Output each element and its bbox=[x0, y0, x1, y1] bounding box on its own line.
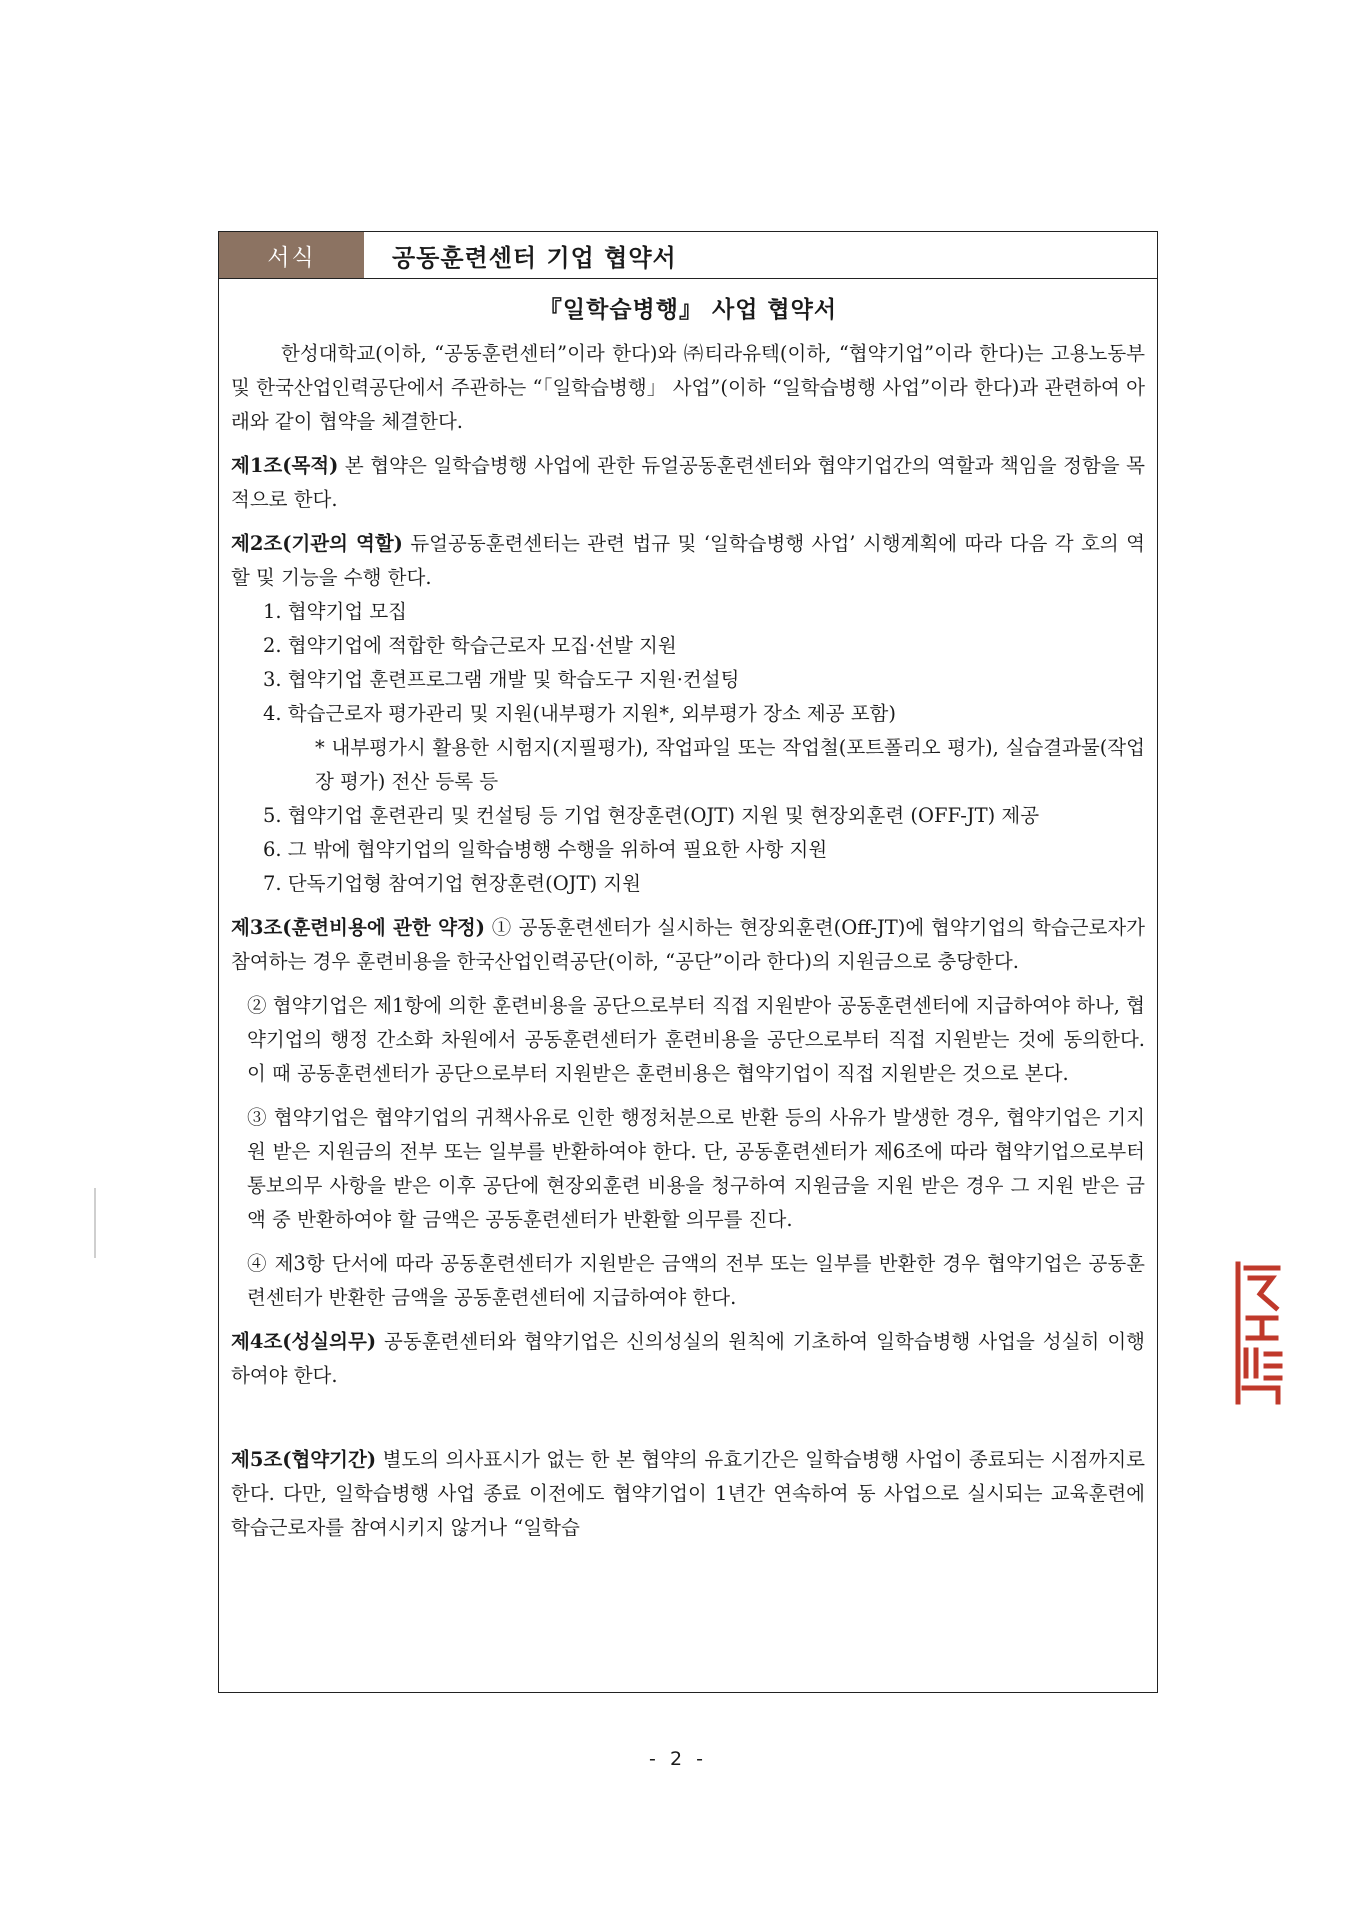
article-5-text: 별도의 의사표시가 없는 한 본 협약의 유효기간은 일학습병행 사업이 종료되는 시점까지로 한다. 다만, 일학습병행 사업 종료 이전에도 협약기업이 1년간 연속하여 동 사업으로 실시되는 교육훈련에 학습근로자를 참여시키지 않거나 “일학습 bbox=[231, 1448, 1145, 1539]
list-item: 4. 학습근로자 평가관리 및 지원(내부평가 지원*, 외부평가 장소 제공 포함) bbox=[263, 702, 896, 725]
document-body bbox=[219, 279, 1157, 1545]
article-3 bbox=[231, 911, 1145, 979]
article-3-label: 제3조(훈련비용에 관한 약정) bbox=[231, 916, 485, 939]
article-2 bbox=[231, 527, 1145, 901]
scan-mark bbox=[94, 1188, 96, 1258]
page-number: - 2 - bbox=[649, 1748, 707, 1770]
list-note: * 내부평가시 활용한 시험지(지필평가), 작업파일 또는 작업철(포트폴리오 평가), 실습결과물(작업장 평가) 전산 등록 등 bbox=[315, 736, 1145, 793]
list-item: 5. 협약기업 훈련관리 및 컨설팅 등 기업 현장훈련(OJT) 지원 및 현장외훈련 (OFF-JT) 제공 bbox=[263, 804, 1040, 827]
list-item: 3. 협약기업 훈련프로그램 개발 및 학습도구 지원·컨설팅 bbox=[263, 668, 740, 691]
form-frame bbox=[218, 231, 1158, 1693]
article-1 bbox=[231, 449, 1145, 517]
document-title: 『일학습병행』 사업 협약서 bbox=[538, 297, 838, 323]
form-title: 공동훈련센터 기업 협약서 bbox=[392, 243, 677, 272]
form-tag: 서식 bbox=[219, 232, 364, 278]
article-1-label: 제1조(목적) bbox=[231, 454, 339, 477]
list-item: 7. 단독기업형 참여기업 현장훈련(OJT) 지원 bbox=[263, 872, 641, 895]
article-3-clause-2: ② 협약기업은 제1항에 의한 훈련비용을 공단으로부터 직접 지원받아 공동훈련센터에 지급하여야 하나, 협약기업의 행정 간소화 차원에서 공동훈련센터가 훈련비용을 공단으로부터 직접 지원받는 것에 동의한다. 이 때 공동훈련센터가 공단으로부터 지원받은 훈련비용은 협약기업이 직접 지원받은 것으로 본다. bbox=[247, 994, 1145, 1085]
article-4-label: 제4조(성실의무) bbox=[231, 1330, 377, 1353]
article-2-list bbox=[231, 595, 1145, 901]
article-3-clause-4: ④ 제3항 단서에 따라 공동훈련센터가 지원받은 금액의 전부 또는 일부를 반환한 경우 협약기업은 공동훈련센터가 반환한 금액을 공동훈련센터에 지급하여야 한다. bbox=[247, 1252, 1145, 1309]
intro-paragraph: 한성대학교(이하, “공동훈련센터”이라 한다)와 ㈜티라유텍(이하, “협약기업”이라 한다)는 고용노동부 및 한국산업인력공단에서 주관하는 “「일학습병행」 사업”(이하 “일학습병행 사업”이라 한다)과 관련하여 아래와 같이 협약을 체결한다. bbox=[231, 342, 1145, 433]
list-item: 6. 그 밖에 협약기업의 일학습병행 수행을 위하여 필요한 사항 지원 bbox=[263, 838, 828, 861]
article-2-label: 제2조(기관의 역할) bbox=[231, 532, 403, 555]
article-5-label: 제5조(협약기간) bbox=[231, 1448, 377, 1471]
article-1-text: 본 협약은 일학습병행 사업에 관한 듀얼공동훈련센터와 협약기업간의 역할과 책임을 정함을 목적으로 한다. bbox=[231, 454, 1145, 511]
article-3-clause-1: ① 공동훈련센터가 실시하는 현장외훈련(Off-JT)에 협약기업의 학습근로자가 참여하는 경우 훈련비용을 한국산업인력공단(이하, “공단”이라 한다)의 지원금으로 충당한다. bbox=[231, 916, 1145, 973]
article-4 bbox=[231, 1325, 1145, 1393]
form-header bbox=[219, 232, 1157, 279]
article-4-text: 공동훈련센터와 협약기업은 신의성실의 원칙에 기초하여 일학습병행 사업을 성실히 이행하여야 한다. bbox=[231, 1330, 1145, 1387]
seal-stamp-icon bbox=[1232, 1258, 1288, 1408]
list-item: 2. 협약기업에 적합한 학습근로자 모집·선발 지원 bbox=[263, 634, 677, 657]
article-3-clause-3: ③ 협약기업은 협약기업의 귀책사유로 인한 행정처분으로 반환 등의 사유가 발생한 경우, 협약기업은 기지원 받은 지원금의 전부 또는 일부를 반환하여야 한다. 단, 공동훈련센터가 제6조에 따라 협약기업으로부터 통보의무 사항을 받은 이후 공단에 현장외훈련 비용을 청구하여 지원금을 지원 받은 경우 그 지원 받은 금액 중 반환하여야 할 금액은 공동훈련센터가 반환할 의무를 진다. bbox=[247, 1106, 1145, 1231]
article-2-text: 듀얼공동훈련센터는 관련 법규 및 ‘일학습병행 사업’ 시행계획에 따라 다음 각 호의 역할 및 기능을 수행 한다. bbox=[231, 532, 1145, 589]
article-5 bbox=[231, 1443, 1145, 1545]
list-item: 1. 협약기업 모집 bbox=[263, 600, 408, 623]
